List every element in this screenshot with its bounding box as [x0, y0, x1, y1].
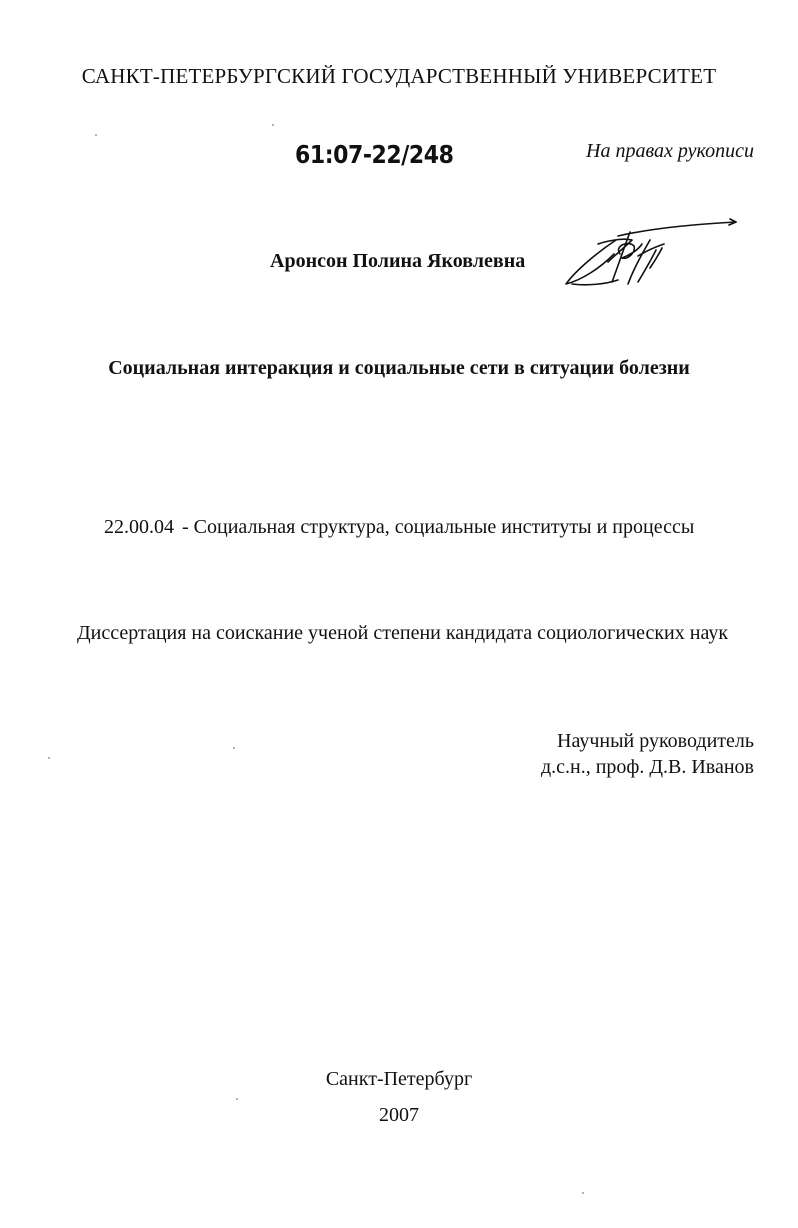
- scan-speck: [48, 757, 50, 759]
- dissertation-title: Социальная интеракция и социальные сети в ситуации болезни: [108, 357, 690, 379]
- supervisor-credentials: д.с.н., проф. Д.В. Иванов: [540, 756, 754, 778]
- specialty-code: 22.00.04: [104, 516, 174, 538]
- author-name: Аронсон Полина Яковлевна: [270, 250, 526, 272]
- scan-speck: [236, 1098, 238, 1100]
- scan-speck: [233, 747, 235, 749]
- library-stamp-number: 61:07-22/248: [295, 140, 454, 169]
- scan-speck: [582, 1192, 584, 1194]
- scan-speck: [272, 124, 274, 126]
- scan-speck: [95, 134, 97, 136]
- degree-line: Диссертация на соискание ученой степени кандидата социологических наук: [77, 622, 729, 644]
- specialty-name: - Социальная структура, социальные институты и процессы: [182, 516, 695, 538]
- manuscript-rights-note: На правах рукописи: [586, 140, 754, 162]
- supervisor-block: [541, 728, 754, 780]
- supervisor-role: Научный руководитель: [557, 730, 754, 752]
- handwritten-signature-icon: [558, 210, 743, 292]
- specialty-line: [104, 516, 694, 539]
- city: Санкт-Петербург: [325, 1068, 473, 1090]
- year: 2007: [379, 1104, 419, 1126]
- university-name: САНКТ-ПЕТЕРБУРГСКИЙ ГОСУДАРСТВЕННЫЙ УНИВЕРСИТЕТ: [81, 64, 717, 88]
